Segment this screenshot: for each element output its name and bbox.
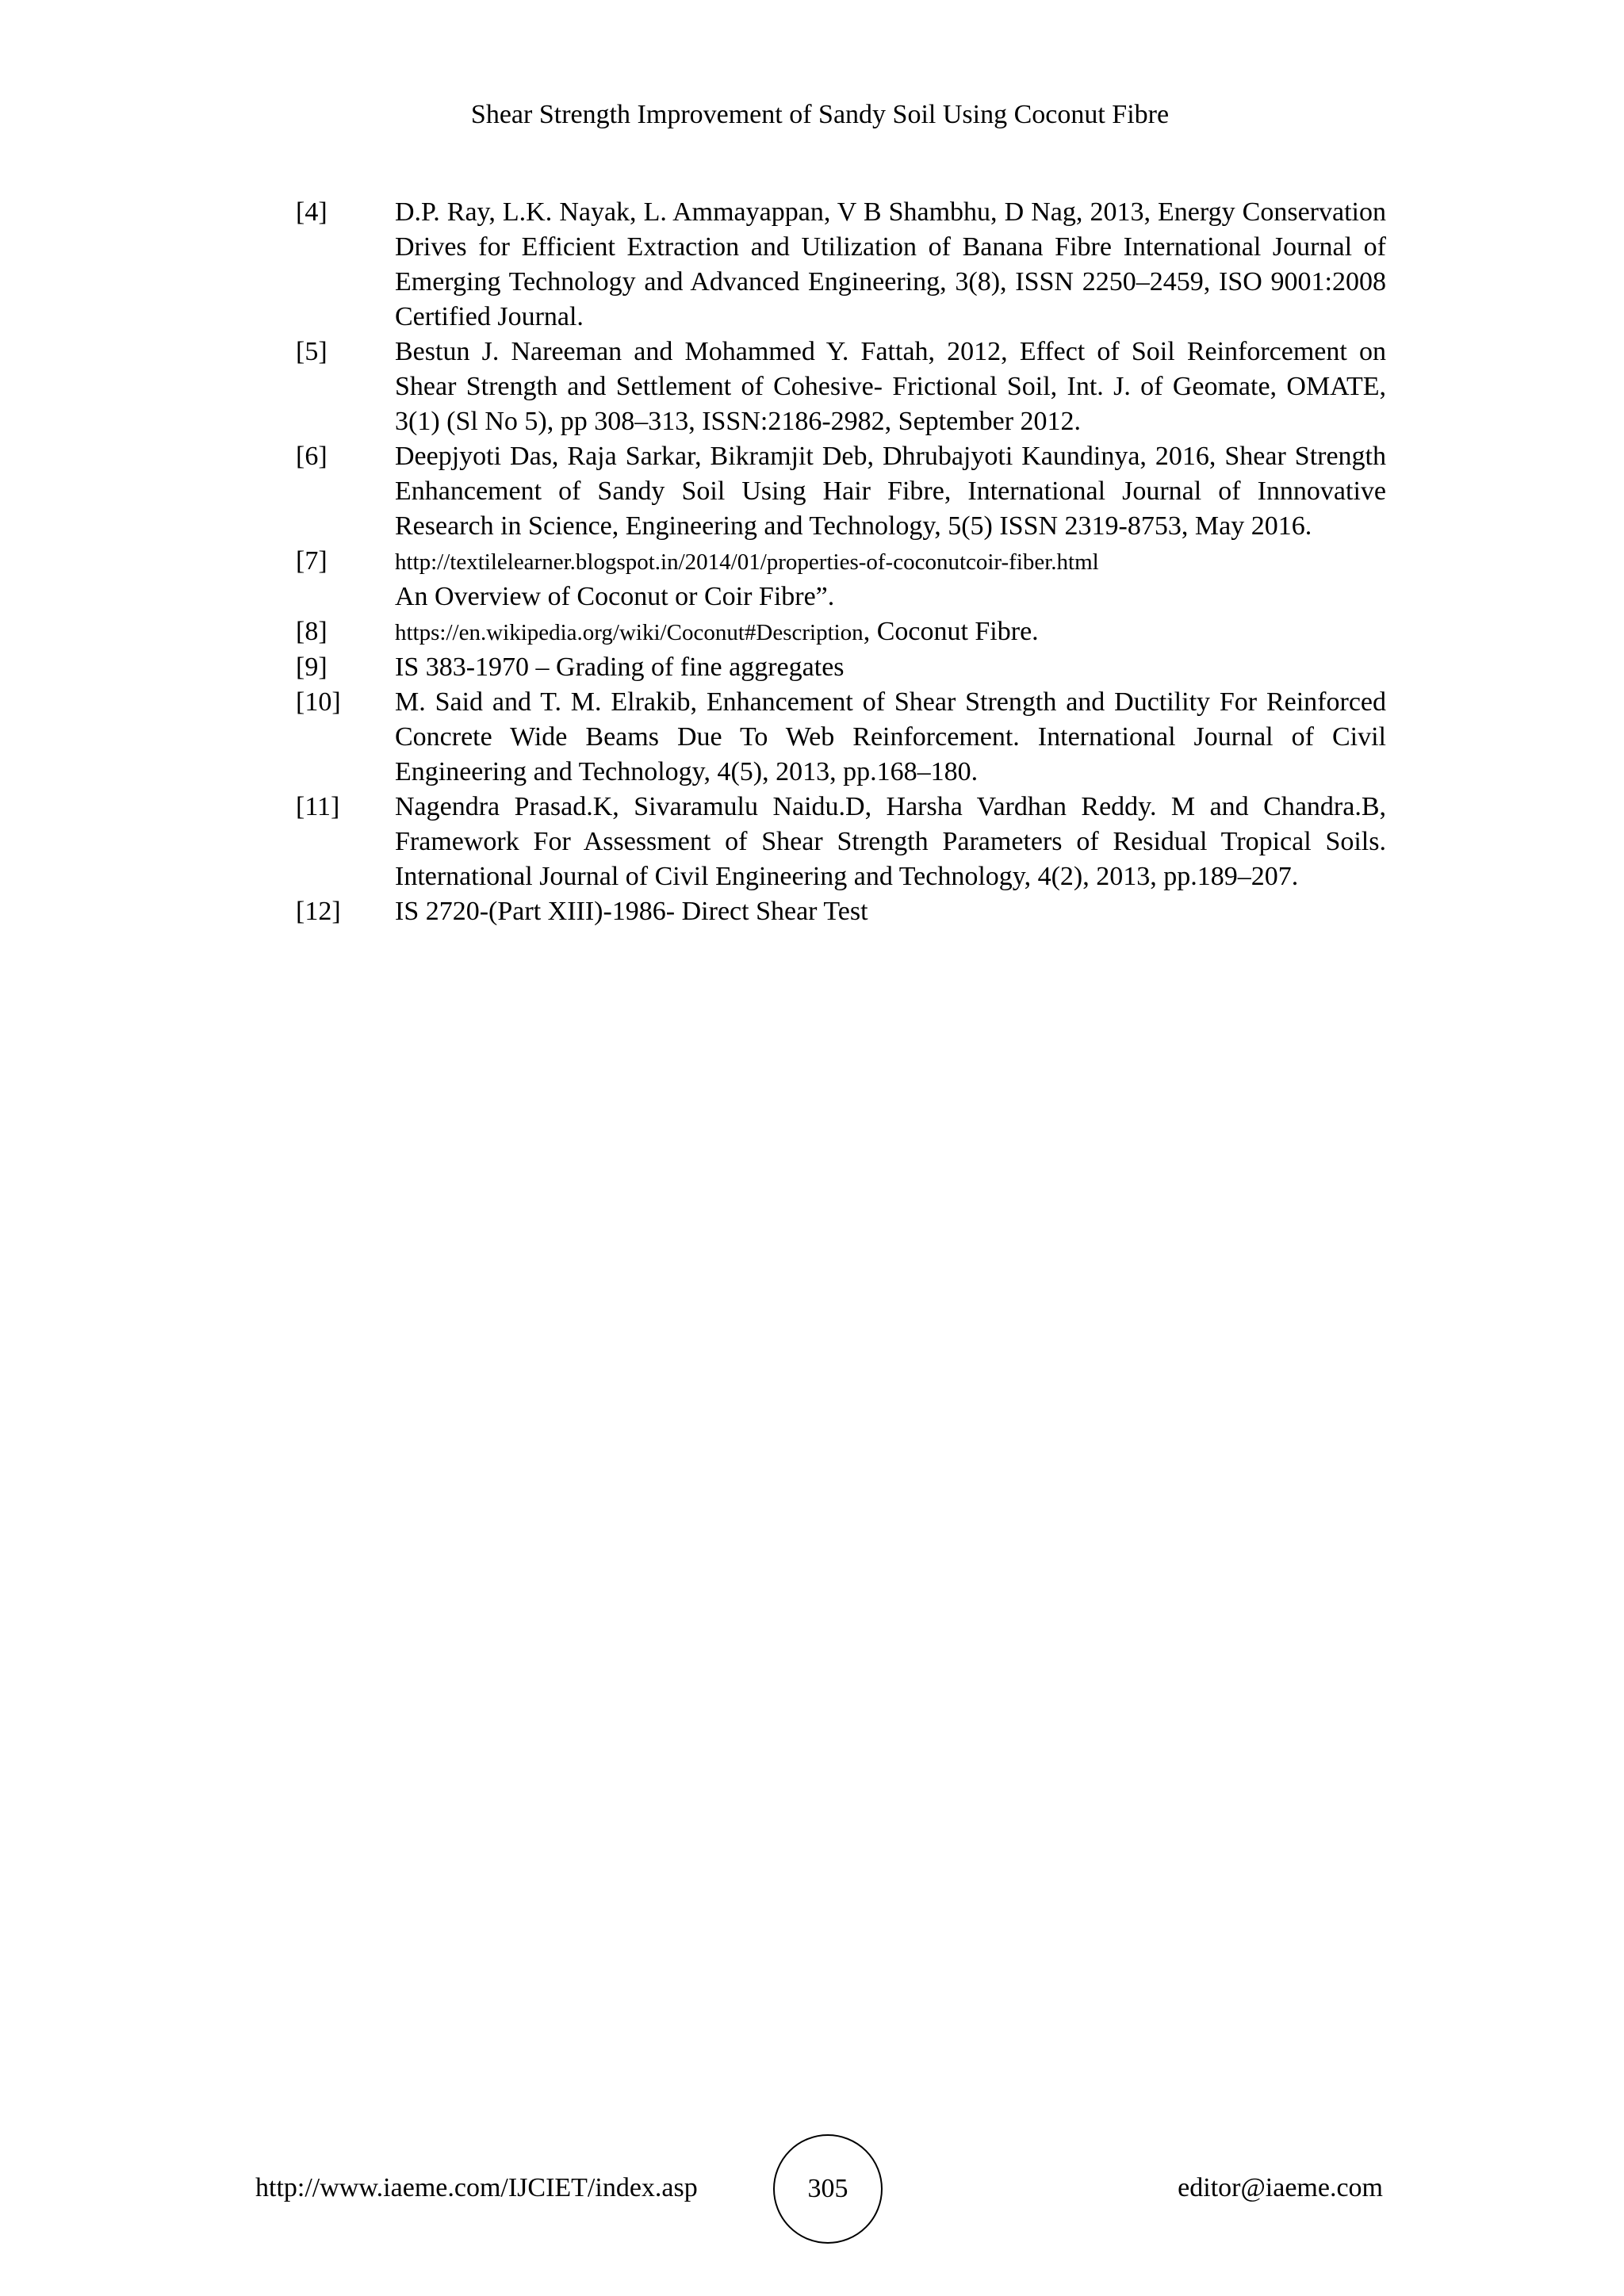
reference-item — [296, 650, 1386, 685]
reference-number: [12] — [296, 897, 341, 926]
reference-number: [8] — [296, 617, 327, 646]
reference-text: IS 2720-(Part XIII)-1986- Direct Shear Test — [395, 897, 868, 926]
reference-text: Nagendra Prasad.K, Sivaramulu Naidu.D, Harsha Vardhan Reddy. M and Chandra.B, Framework For Assessment of Shear Strength Parameters of Residual Tropical Soils. International Journal of Civil Engineering and Technology, 4(2), 2013, pp.189–207. — [395, 792, 1386, 891]
running-header: Shear Strength Improvement of Sandy Soil Using Coconut Fibre — [470, 100, 1170, 129]
reference-item — [296, 335, 1386, 439]
reference-item — [296, 544, 1386, 614]
reference-item — [296, 195, 1386, 335]
reference-number: [11] — [296, 792, 340, 821]
reference-text: M. Said and T. M. Elrakib, Enhancement of Shear Strength and Ductility For Reinforced Concrete Wide Beams Due To Web Reinforcement. International Journal of Civil Engineering and Technology, 4(5), 2013, pp.168–180. — [395, 687, 1386, 786]
reference-item — [296, 790, 1386, 894]
reference-number: [5] — [296, 337, 327, 366]
reference-number: [6] — [296, 442, 327, 471]
reference-number: [7] — [296, 546, 327, 576]
reference-number: [9] — [296, 652, 327, 682]
reference-item — [296, 685, 1386, 790]
reference-text: Bestun J. Nareeman and Mohammed Y. Fattah, 2012, Effect of Soil Reinforcement on Shear Strength and Settlement of Cohesive- Frictional Soil, Int. J. of Geomate, OMATE, 3(1) (Sl No 5), pp 308–313, ISSN:2186-2982, September 2012. — [395, 337, 1386, 436]
reference-text: , Coconut Fibre. — [863, 617, 1039, 646]
reference-url-link[interactable]: http://textilelearner.blogspot.in/2014/01/properties-of-coconutcoir-fiber.html — [395, 549, 1099, 575]
reference-item — [296, 439, 1386, 544]
footer-email-link[interactable]: editor@iaeme.com — [1178, 2173, 1383, 2202]
reference-url-link[interactable]: https://en.wikipedia.org/wiki/Coconut#Description — [395, 620, 864, 645]
reference-number: [10] — [296, 687, 341, 717]
reference-item — [296, 614, 1386, 650]
footer-url-link[interactable]: http://www.iaeme.com/IJCIET/index.asp — [255, 2173, 698, 2202]
reference-text: An Overview of Coconut or Coir Fibre”. — [395, 582, 835, 611]
reference-text: Deepjyoti Das, Raja Sarkar, Bikramjit Deb, Dhrubajyoti Kaundinya, 2016, Shear Strength Enhancement of Sandy Soil Using Hair Fibre, International Journal of Innnovative Research in Science, Engineering and Technology, 5(5) ISSN 2319-8753, May 2016. — [395, 442, 1386, 541]
page-number: 305 — [807, 2174, 848, 2203]
reference-text: D.P. Ray, L.K. Nayak, L. Ammayappan, V B Shambhu, D Nag, 2013, Energy Conservation Drives for Efficient Extraction and Utilization of Banana Fibre International Journal of Emerging Technology and Advanced Engineering, 3(8), ISSN 2250–2459, ISO 9001:2008 Certified Journal. — [395, 197, 1386, 331]
reference-item — [296, 894, 1386, 929]
reference-list — [296, 195, 1386, 929]
page-number-badge — [773, 2134, 883, 2244]
reference-number: [4] — [296, 197, 327, 227]
reference-text: IS 383-1970 – Grading of fine aggregates — [395, 652, 845, 682]
